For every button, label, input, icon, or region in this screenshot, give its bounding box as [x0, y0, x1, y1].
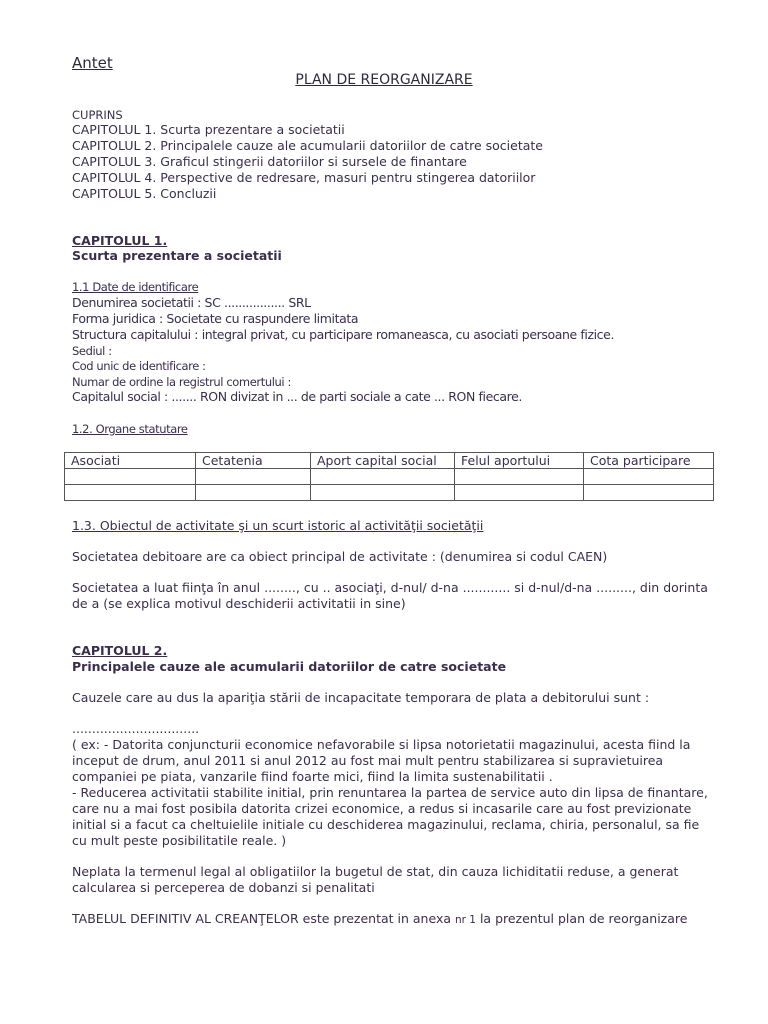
table-row: [65, 469, 714, 485]
id-line: Denumirea societatii : SC ................. SRL: [72, 295, 311, 310]
antet-label: Antet: [72, 54, 113, 72]
organe-statutare-table: [64, 452, 714, 501]
table-cell: [65, 485, 196, 501]
id-line: Numar de ordine la registrul comertului :: [72, 375, 291, 389]
table-cell: [196, 485, 311, 501]
toc-heading: CUPRINS: [72, 108, 123, 122]
toc-item: CAPITOLUL 5. Concluzii: [72, 186, 217, 201]
toc-item: CAPITOLUL 3. Graficul stingerii datoriilor si sursele de finantare: [72, 154, 467, 169]
table-cell: [584, 469, 714, 485]
chapter2-title: Principalele cauze ale acumularii datoriilor de catre societate: [72, 659, 507, 674]
table-cell: [455, 485, 584, 501]
table-header-cell: Asociati: [65, 453, 196, 469]
id-line: Sediul :: [72, 344, 112, 358]
table-header-cell: Cota participare: [584, 453, 714, 469]
document-title: PLAN DE REORGANIZARE: [295, 72, 473, 88]
table-header-row: [65, 453, 714, 469]
table-cell: [584, 485, 714, 501]
table-row: [65, 485, 714, 501]
toc-item: CAPITOLUL 2. Principalele cauze ale acumularii datoriilor de catre societate: [72, 138, 543, 153]
paragraph-text: TABELUL DEFINITIV AL CREANŢELOR este prezentat in anexa: [72, 911, 455, 926]
id-line: Cod unic de identificare :: [72, 359, 206, 373]
toc-item: CAPITOLUL 4. Perspective de redresare, masuri pentru stingerea datoriilor: [72, 170, 536, 185]
dots-placeholder: ................................: [72, 721, 200, 736]
paragraph: Societatea debitoare are ca obiect principal de activitate : (denumirea si codul CAEN): [72, 549, 608, 564]
chapter1-title: Scurta prezentare a societatii: [72, 248, 282, 263]
chapter2-label: CAPITOLUL 2.: [72, 643, 168, 658]
table-cell: [455, 469, 584, 485]
paragraph: Societatea a luat fiinţa în anul ........, cu .. asociaţi, d-nul/ d-na ............ si d-nul/d-na ........., din dorinta de a (se explica motivul deschiderii activitatii in sine): [72, 580, 708, 611]
paragraph: Cauzele care au dus la apariţia stării de incapacitate temporara de plata a debitorului sunt :: [72, 690, 650, 705]
chapter1-label: CAPITOLUL 1.: [72, 233, 168, 248]
table-header-cell: Cetatenia: [196, 453, 311, 469]
table-cell: [311, 469, 455, 485]
toc-item: CAPITOLUL 1. Scurta prezentare a societatii: [72, 122, 345, 137]
id-line: Structura capitalului : integral privat, cu participare romaneasca, cu asociati persoane fizice.: [72, 327, 615, 342]
anexa-number: nr 1: [454, 914, 476, 926]
table-header-cell: Aport capital social: [311, 453, 455, 469]
table-header-cell: Felul aportului: [455, 453, 584, 469]
table-cell: [311, 485, 455, 501]
id-line: Capitalul social : ....... RON divizat in ... de parti sociale a cate ... RON fiecare.: [72, 389, 522, 404]
section-1-3-heading: 1.3. Obiectul de activitate şi un scurt istoric al activităţii societăţii: [72, 518, 484, 533]
paragraph-text: la prezentul plan de reorganizare: [475, 911, 688, 926]
table-cell: [196, 469, 311, 485]
tabel-creante-paragraph: [72, 911, 732, 928]
paragraph: - Reducerea activitatii stabilite initial, prin renuntarea la partea de service auto din lipsa de finantare, care nu a mai fost posibila datorita crizei economice, a redus si incasarile care au fost previzionate initial si a facut ca cheltuielile initiale cu deschiderea magazinului, reclama, chiria, personalul, sa fie cu mult peste posibilitatile reale. ): [72, 785, 708, 848]
paragraph: Neplata la termenul legal al obligatiilor la bugetul de stat, din cauza lichiditatii reduse, a generat calcularea si perceperea de dobanzi si penalitati: [72, 864, 679, 895]
paragraph: ( ex: - Datorita conjuncturii economice nefavorabile si lipsa notorietatii magazinului, acesta fiind la inceput de drum, anul 2011 si anul 2012 au fost mai mult pentru stabilizarea si supravietuirea companiei pe piata, vanzarile fiind foarte mici, fiind la limita sustenabilitatii .: [72, 737, 691, 784]
section-1-1-heading: 1.1 Date de identificare: [72, 280, 199, 294]
table-cell: [65, 469, 196, 485]
section-1-2-heading: 1.2. Organe statutare: [72, 422, 188, 436]
id-line: Forma juridica : Societate cu raspundere limitata: [72, 311, 359, 326]
